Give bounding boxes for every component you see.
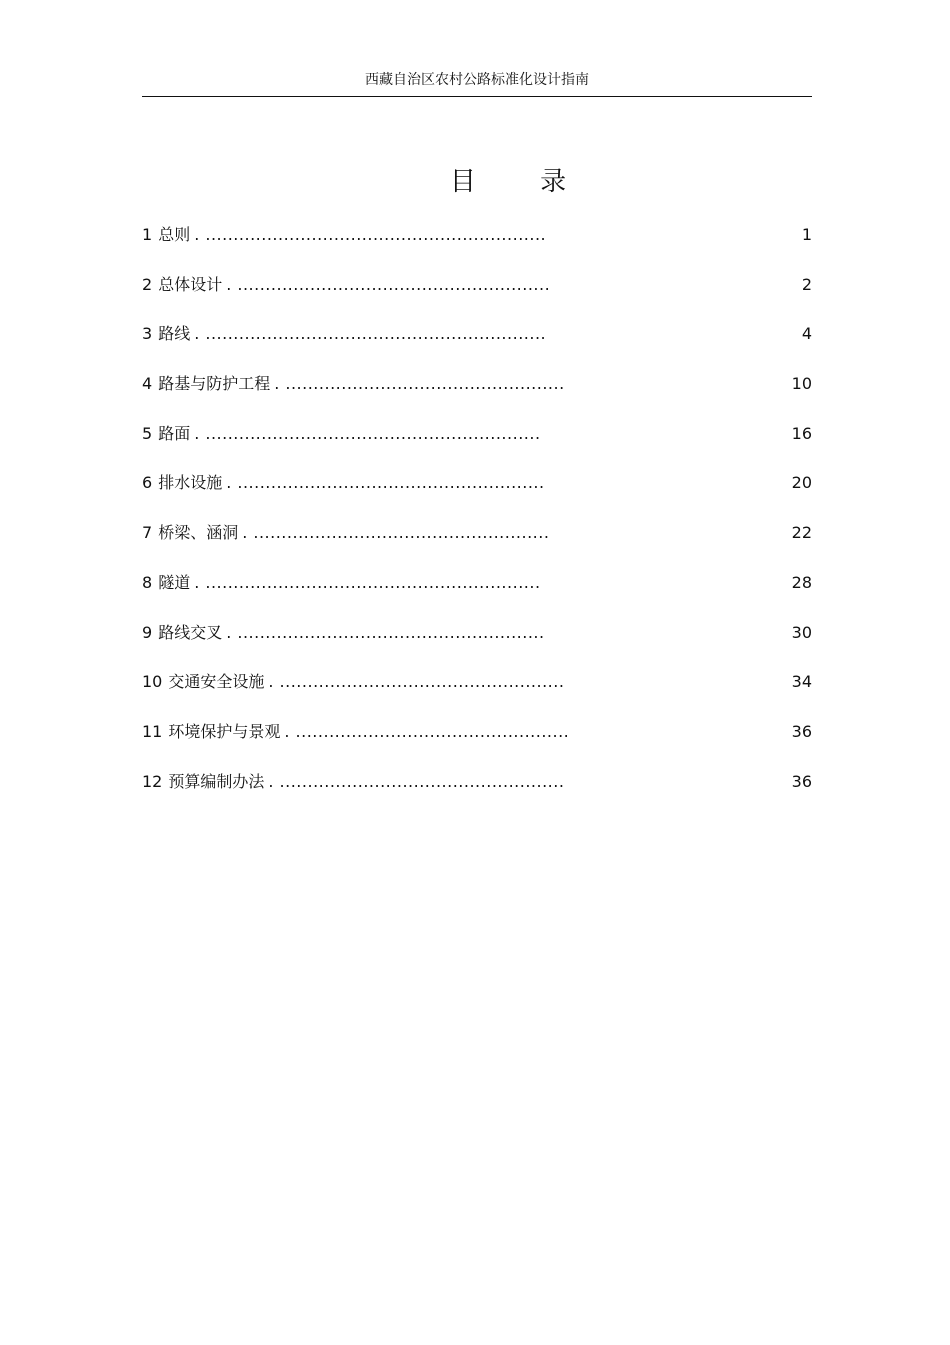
toc-leader-dots: . ............................................................ <box>194 423 541 443</box>
toc-leader-dots: . ................................................... <box>268 672 565 692</box>
toc-entry-title: 路线交叉 <box>158 622 223 642</box>
toc-entry-title: 排水设施 <box>158 473 223 493</box>
toc-entry-page: 22 <box>791 523 812 543</box>
toc-leader-dots: . .................................................. <box>274 374 565 394</box>
toc-entry-number: 9 <box>142 622 153 642</box>
toc-entry-title: 预算编制办法 <box>168 771 265 791</box>
toc-entry[interactable] <box>142 222 812 272</box>
toc-entry-title: 交通安全设施 <box>168 672 265 692</box>
toc-entry-number: 3 <box>142 324 153 344</box>
toc-entry-title: 总体设计 <box>158 274 223 294</box>
toc-entry[interactable] <box>142 769 812 819</box>
toc-entry[interactable] <box>142 620 812 670</box>
toc-entry-number: 10 <box>142 672 163 692</box>
toc-entry-page: 28 <box>791 572 812 592</box>
toc-entry-number: 4 <box>142 374 153 394</box>
toc-entry-number: 12 <box>142 771 163 791</box>
toc-entry-page: 16 <box>791 423 812 443</box>
toc-leader-dots: . ....................................................... <box>226 473 545 493</box>
toc-entry-page: 10 <box>791 374 812 394</box>
toc-entry[interactable] <box>142 421 812 471</box>
toc-entry-page: 20 <box>791 473 812 493</box>
toc-leader-dots: . ................................................. <box>284 721 570 741</box>
toc-entry-page: 36 <box>791 771 812 791</box>
toc-entry-page: 1 <box>801 225 812 244</box>
toc-entry-title: 路线 <box>158 324 191 344</box>
toc-entry[interactable] <box>142 272 812 322</box>
toc-leader-dots: . ............................................................. <box>194 225 547 244</box>
toc-leader-dots: . ............................................................. <box>194 324 547 344</box>
toc-leader-dots: . ..................................................... <box>242 523 550 543</box>
toc-entry[interactable] <box>142 570 812 620</box>
toc-entry-number: 11 <box>142 721 163 741</box>
toc-entry[interactable] <box>142 371 812 421</box>
toc-entry-number: 7 <box>142 523 153 543</box>
toc-title: 目 录 <box>449 167 595 197</box>
toc-entry-page: 34 <box>791 672 812 692</box>
toc-entry-title: 桥梁、涵洞 <box>158 523 239 543</box>
running-header: 西藏自治区农村公路标准化设计指南 <box>142 70 812 97</box>
toc-leader-dots: . ....................................................... <box>226 622 545 642</box>
toc-entry[interactable] <box>142 321 812 371</box>
toc-entry-page: 4 <box>801 324 812 344</box>
toc-entry-number: 2 <box>142 274 153 294</box>
toc-entry-title: 总则 <box>158 225 191 244</box>
toc-entry-title: 环境保护与景观 <box>168 721 281 741</box>
toc-entry[interactable] <box>142 470 812 520</box>
toc-entry[interactable] <box>142 669 812 719</box>
toc-entry-number: 6 <box>142 473 153 493</box>
toc-leader-dots: . ............................................................ <box>194 572 541 592</box>
toc-entry[interactable] <box>142 719 812 769</box>
toc-entry-number: 1 <box>142 225 153 244</box>
toc-entry-title: 路面 <box>158 423 191 443</box>
toc-entry-number: 5 <box>142 423 153 443</box>
table-of-contents <box>142 222 812 818</box>
toc-entry-page: 2 <box>801 274 812 294</box>
toc-leader-dots: . ........................................................ <box>226 274 551 294</box>
toc-entry-page: 30 <box>791 622 812 642</box>
toc-entry[interactable] <box>142 520 812 570</box>
toc-entry-title: 隧道 <box>158 572 191 592</box>
toc-entry-page: 36 <box>791 721 812 741</box>
toc-entry-title: 路基与防护工程 <box>158 374 271 394</box>
toc-entry-number: 8 <box>142 572 153 592</box>
toc-leader-dots: . ................................................... <box>268 771 565 791</box>
